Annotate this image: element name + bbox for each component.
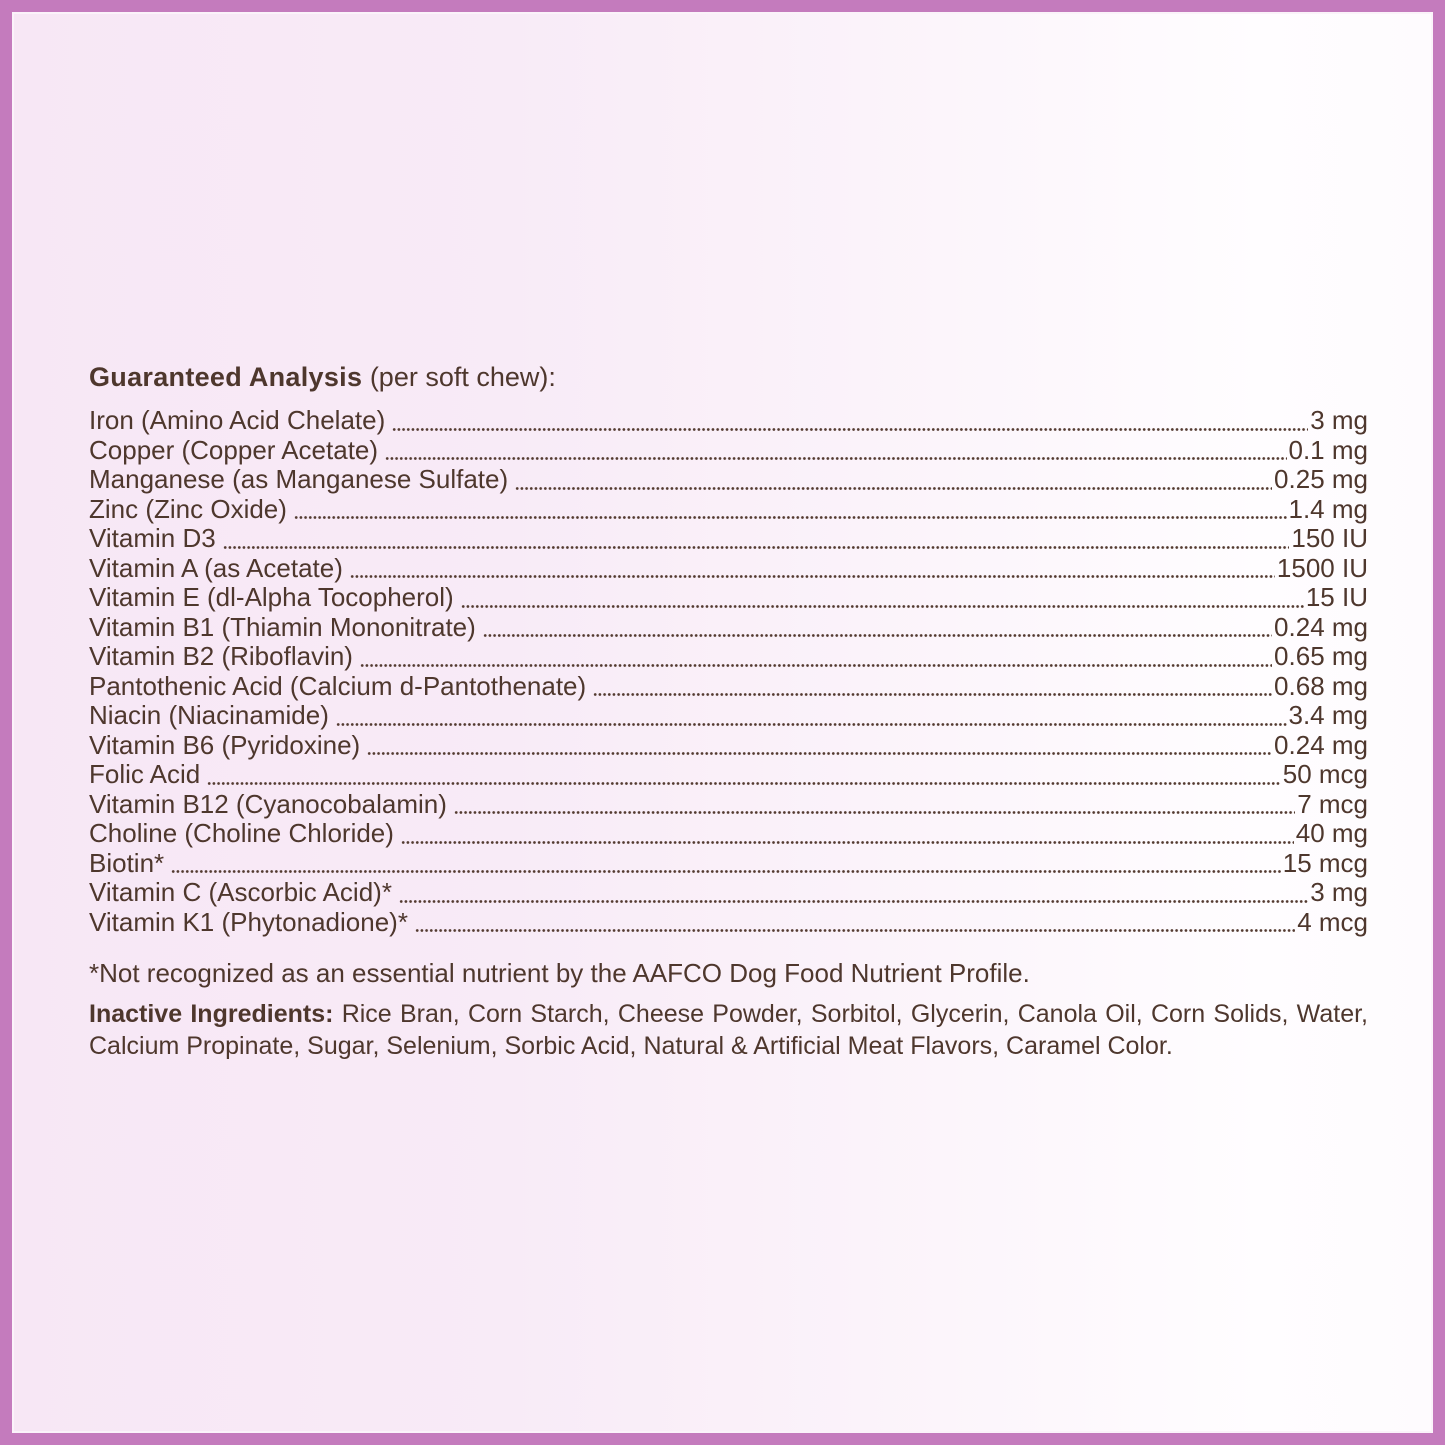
nutrient-label: Vitamin B12 (Cyanocobalamin) — [89, 788, 447, 819]
nutrient-label: Copper (Copper Acetate) — [89, 434, 379, 465]
label-content — [89, 363, 1368, 1062]
dotted-leader — [294, 515, 1287, 520]
nutrient-label: Folic Acid — [89, 759, 201, 789]
dotted-leader — [399, 899, 1308, 904]
nutrient-value: 0.25 mg — [1274, 464, 1368, 494]
dotted-leader — [385, 456, 1286, 461]
nutrient-label: Vitamin K1 (Phytonadione)* — [89, 906, 408, 937]
nutrient-row — [89, 406, 1368, 436]
nutrient-row — [89, 495, 1368, 525]
nutrient-row — [89, 819, 1368, 849]
aafco-footnote: *Not recognized as an essential nutrient by the AAFCO Dog Food Nutrient Profile. — [89, 958, 1030, 988]
nutrient-label: Pantothenic Acid (Calcium d-Pantothenate) — [89, 670, 587, 701]
nutrient-label: Niacin (Niacinamide) — [89, 700, 329, 730]
dotted-leader — [367, 751, 1272, 756]
dotted-leader — [336, 722, 1287, 727]
nutrient-value: 3 mg — [1310, 405, 1368, 435]
nutrient-row — [89, 790, 1368, 820]
inactive-ingredients-text: Rice Bran, Corn Starch, Cheese Powder, Sorbitol, Glycerin, Canola Oil, Corn Solids, Water, Calcium Propinate, Sugar, Selenium, Sorbic Acid, Natural & Artificial Meat Flavors, Caramel Color. — [89, 1000, 1368, 1060]
nutrient-value: 1500 IU — [1276, 552, 1368, 583]
nutrient-row — [89, 908, 1368, 938]
dotted-leader — [392, 427, 1308, 432]
nutrient-row — [89, 465, 1368, 495]
nutrient-label: Zinc (Zinc Oxide) — [89, 493, 287, 524]
inactive-ingredients-label: Inactive Ingredients: — [89, 1000, 334, 1028]
nutrient-label: Vitamin A (as Acetate) — [89, 552, 343, 583]
dotted-leader — [415, 928, 1295, 933]
label-panel — [12, 12, 1433, 1433]
nutrient-label: Vitamin E (dl-Alpha Tocopherol) — [89, 582, 454, 612]
nutrient-label: Vitamin D3 — [89, 523, 216, 553]
nutrient-row — [89, 849, 1368, 879]
nutrient-row — [89, 642, 1368, 672]
nutrient-label: Vitamin B6 (Pyridoxine) — [89, 729, 361, 760]
nutrient-label: Manganese (as Manganese Sulfate) — [89, 464, 509, 494]
nutrient-row — [89, 436, 1368, 466]
dotted-leader — [350, 574, 1275, 579]
nutrient-value: 15 mcg — [1282, 847, 1368, 878]
nutrient-value: 40 mg — [1295, 818, 1368, 848]
dotted-leader — [461, 604, 1304, 609]
nutrient-value: 4 mcg — [1297, 906, 1368, 937]
nutrient-value: 0.68 mg — [1274, 670, 1368, 701]
nutrient-value: 7 mcg — [1297, 788, 1368, 819]
nutrient-value: 150 IU — [1291, 523, 1368, 553]
nutrient-value: 1.4 mg — [1288, 493, 1368, 524]
nutrient-value: 0.1 mg — [1288, 434, 1368, 465]
section-heading-title: Guaranteed Analysis — [89, 362, 363, 392]
nutrient-label: Vitamin C (Ascorbic Acid)* — [89, 877, 392, 907]
dotted-leader — [483, 633, 1272, 638]
dotted-leader — [360, 663, 1272, 668]
dotted-leader — [223, 545, 1290, 550]
nutrient-value: 3 mg — [1310, 877, 1368, 907]
nutrient-label: Iron (Amino Acid Chelate) — [89, 405, 386, 435]
dotted-leader — [593, 692, 1272, 697]
inactive-ingredients — [89, 999, 1368, 1062]
nutrient-row — [89, 878, 1368, 908]
nutrient-row — [89, 731, 1368, 761]
section-heading — [89, 363, 1368, 392]
nutrient-row — [89, 672, 1368, 702]
dotted-leader — [171, 869, 1281, 874]
nutrient-row — [89, 701, 1368, 731]
dotted-leader — [401, 840, 1294, 845]
nutrient-row — [89, 760, 1368, 790]
nutrient-value: 0.24 mg — [1274, 611, 1368, 642]
dotted-leader — [454, 810, 1295, 815]
nutrient-row — [89, 524, 1368, 554]
nutrient-value: 50 mcg — [1282, 759, 1368, 789]
nutrient-value: 0.65 mg — [1274, 641, 1368, 671]
nutrient-label: Choline (Choline Chloride) — [89, 818, 394, 848]
nutrient-label: Biotin* — [89, 847, 165, 878]
nutrient-label: Vitamin B1 (Thiamin Mononitrate) — [89, 611, 476, 642]
nutrient-label: Vitamin B2 (Riboflavin) — [89, 641, 353, 671]
nutrient-value: 15 IU — [1305, 582, 1368, 612]
dotted-leader — [207, 781, 1280, 786]
nutrient-value: 3.4 mg — [1288, 700, 1368, 730]
guaranteed-analysis-list — [89, 406, 1368, 937]
nutrient-row — [89, 583, 1368, 613]
dotted-leader — [515, 486, 1272, 491]
section-heading-suffix: (per soft chew): — [362, 362, 556, 392]
nutrient-row — [89, 554, 1368, 584]
nutrient-value: 0.24 mg — [1274, 729, 1368, 760]
nutrient-row — [89, 613, 1368, 643]
